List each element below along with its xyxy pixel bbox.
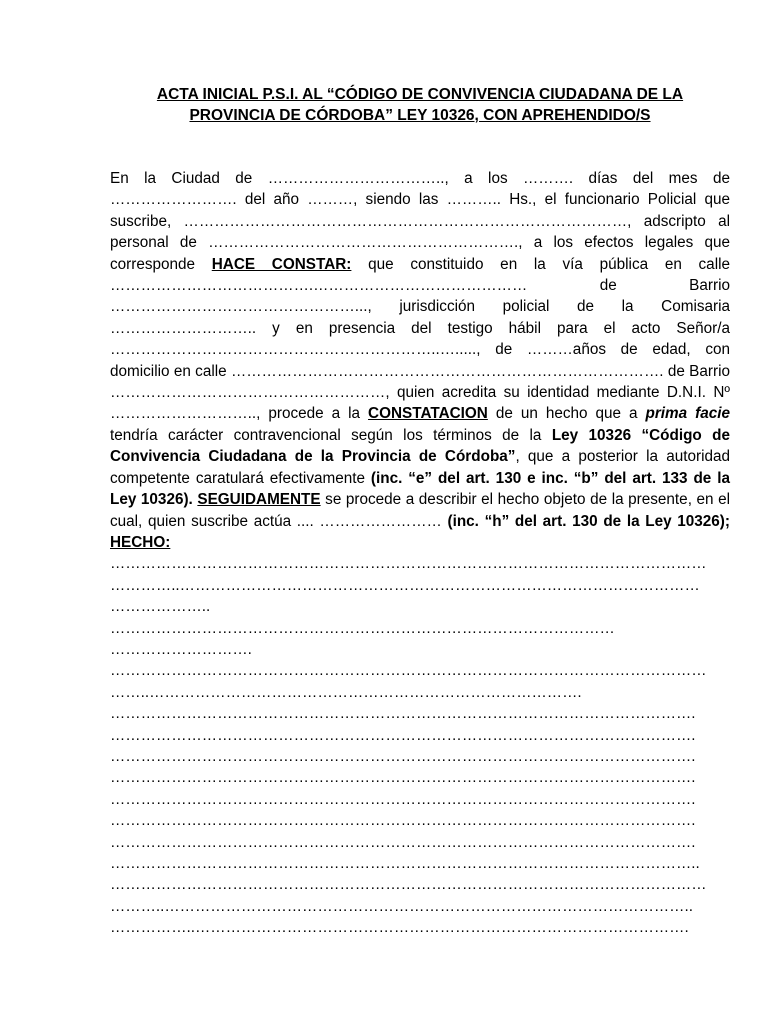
text-hecho-que: de un hecho que a <box>487 405 646 423</box>
fill-in-line: ……………………………………………………………………………………………………. <box>110 833 696 851</box>
ley-reference: Ley 10326 “Código de Convivencia Ciudadana de la Provincia de Córdoba” <box>110 426 730 466</box>
fill-in-line: ……………….. <box>110 598 211 616</box>
text-posterior: , que a posterior la autoridad competente caratulará efectivamente <box>110 448 730 487</box>
text-contravencional: tendría carácter contravencional según los términos de la <box>110 426 552 444</box>
fill-in-line: ……………………………………………………………………………………………………. <box>110 769 696 787</box>
fill-in-line: ……..…………………………………………………………………………. <box>110 683 582 701</box>
fill-in-line: ……………………………………………………………………………………………………… <box>110 876 707 894</box>
text-intro: En la Ciudad de …………………………….., a los ………. días del mes de ……………………. del año ………, siendo las ……….. Hs., el funcionario Policial que suscribe, ……………………………………………………………………………, adscripto al personal de ……………………………………………………., a los efectos legales que corresponde <box>110 170 730 273</box>
title-line-1: ACTA INICIAL P.S.I. AL “CÓDIGO DE CONVIVENCIA CIUDADANA DE LA <box>156 86 684 103</box>
fill-in-line: ………..………………………………………………………………………………………….. <box>110 897 693 915</box>
inc-e-reference: (inc. “e” del art. 130 e inc. “b” del art. 133 de la Ley 10326). <box>110 469 730 509</box>
hecho-label: HECHO: <box>110 533 171 551</box>
text-describir: se procede a describir el hecho objeto de la presente, en el cual, quien suscribe actúa .... …………………… <box>110 491 730 530</box>
title-line-2: PROVINCIA DE CÓRDOBA” LEY 10326, CON APREHENDIDO/S <box>189 107 651 124</box>
fill-in-line: …………..………………………………………………………………………………………… <box>110 576 700 594</box>
fill-in-line: ……………………………………………………………………………………………………… <box>110 662 707 680</box>
fill-in-lines <box>110 553 730 938</box>
fill-in-line: ……………………………………………………………………………………………………. <box>110 726 696 744</box>
fill-in-line: …………………………………………………………………………………………………….. <box>110 855 700 872</box>
document-title <box>110 84 730 126</box>
fill-in-line: ……………………………………………………………………………………… <box>110 619 615 637</box>
hace-constar-label: HACE CONSTAR: <box>211 255 352 273</box>
prima-facie-text: prima facie <box>645 405 730 423</box>
fill-in-line: ……………………………………………………………………………………………………. <box>110 812 696 830</box>
fill-in-line: ……………..……………………………………………………………………………………. <box>110 919 689 937</box>
inc-h-reference: (inc. “h” del art. 130 de la Ley 10326); <box>447 512 730 530</box>
seguidamente-label: SEGUIDAMENTE <box>197 491 321 509</box>
constatacion-label: CONSTATACION <box>368 405 488 423</box>
body-paragraph <box>110 168 730 553</box>
fill-in-line: ……………………………………………………………………………………………………… <box>110 555 707 573</box>
text-location: que constituido en la vía pública en calle ………………………………….…………………………………… de Barrio …………………………………………..., jurisdicción policial de la Comisaria ……………………….. y en presencia del testigo hábil para el acto Señor/a ………………………………………………………..…....., de ………años de edad, con domicilio en calle …………………………………………………………………………. de Barrio ………………………………………………, quien acredita su identidad mediante D.N.I. Nº ……………………….., procede a la <box>110 255 730 423</box>
document-page <box>110 84 730 939</box>
fill-in-line: ………………………. <box>110 640 252 658</box>
fill-in-line: ……………………………………………………………………………………………………. <box>110 747 696 765</box>
fill-in-line: ……………………………………………………………………………………………………. <box>110 790 696 808</box>
fill-in-line: ……………………………………………………………………………………………………. <box>110 705 696 723</box>
